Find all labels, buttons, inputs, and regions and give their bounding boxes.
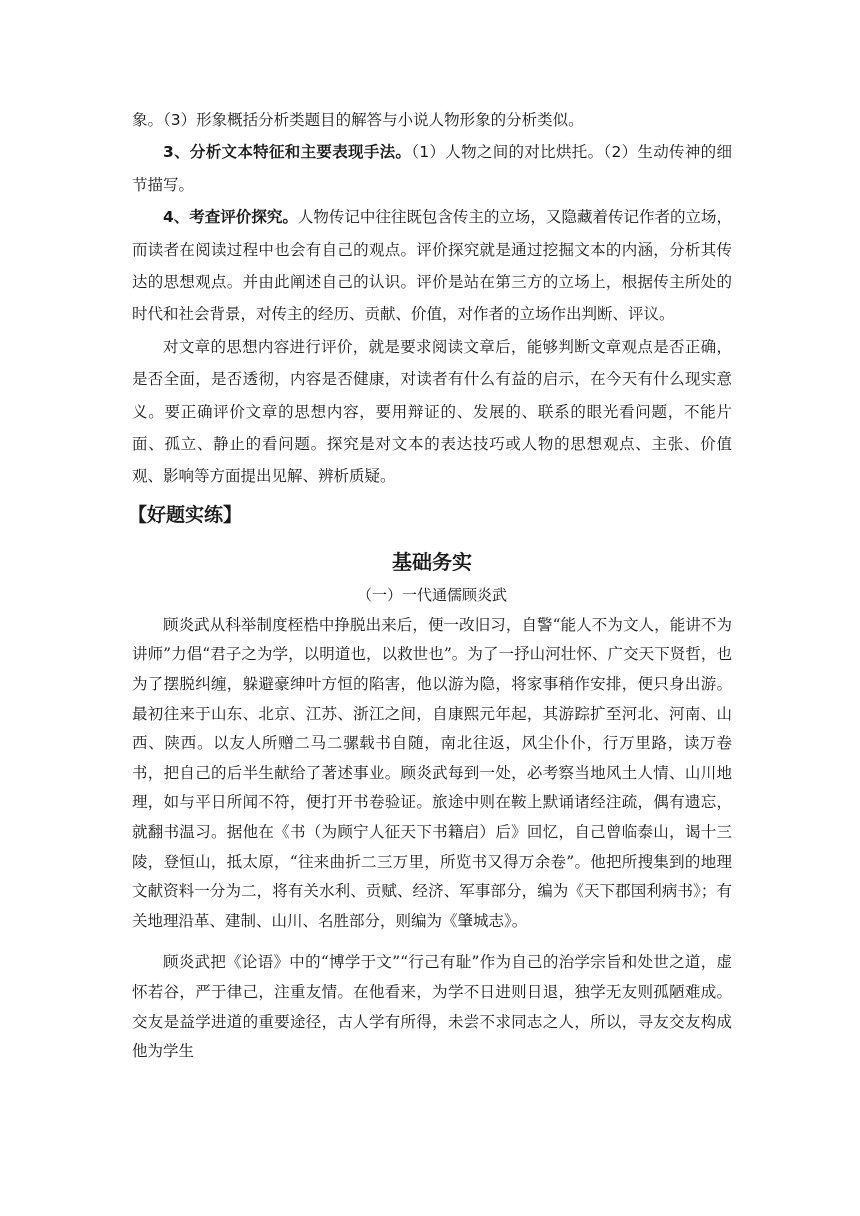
section-title: 【好题实练】 (128, 503, 243, 526)
point-3-body: （1）人物之间的对比烘托。（2）生动传神的细节描写。 (132, 143, 732, 194)
article-paragraph-1: 顾炎武从科举制度桎梏中挣脱出来后，便一改旧习，自警“能人不为文人，能讲不为讲师”力倡“君子之为学，以明道也，以救世也”。为了一抒山河壮怀、广交天下贤哲，也为了摆脱纠缠，躲避豪绅叶方恒的陷害，他以游为隐，将家事稍作安排，便只身出游。最初往来于山东、北京、江苏、浙江之间，自康熙元年起，其游踪扩至河北、河南、山西、陕西。以友人所赠二马二骡载书自随，南北往返，风尘仆仆，行万里路，读万卷书，把自己的后半生献给了著述事业。顾炎武每到一处，必考察当地风土人情、山川地理，如与平日所闻不符，便打开书卷验证。旅途中则在鞍上默诵诸经注疏，偶有遗忘，就翻书温习。据他在《书（为顾宁人征天下书籍启）后》回忆，自己曾临泰山，谒十三陵，登恒山，抵太原，“往来曲折二三万里，所览书又得万余卷”。他把所搜集到的地理文献资料一分为二，将有关水利、贡赋、经济、军事部分，编为《天下郡国利病书》；有关地理沿革、建制、山川、名胜部分，则编为《肇城志》。 (132, 615, 732, 930)
point-4-body: 人物传记中往往既包含传主的立场，又隐藏着传记作者的立场，而读者在阅读过程中也会有自己的观点。评价探究就是通过挖掘文本的内涵，分析其传达的思想观点。并由此阐述自己的认识。评价是站在第三方的立场上，根据传主所处的时代和社会背景，对传主的经历、贡献、价值，对作者的立场作出判断、评议。 (132, 208, 732, 324)
subtitle: 基础务实 (392, 549, 472, 574)
paragraph-text-features (132, 136, 732, 201)
article-title: （一）一代通儒顾炎武 (356, 585, 507, 604)
paragraph-evaluation (132, 201, 732, 331)
paragraph-content-evaluation: 对文章的思想内容进行评价，就是要求阅读文章后，能够判断文章观点是否正确，是否全面，是否透彻，内容是否健康，对读者有什么有益的启示，在今天有什么现实意义。要正确评价文章的思想内容，要用辩证的、发展的、联系的眼光看问题，不能片面、孤立、静止的看问题。探究是对文本的表达技巧或人物的思想观点、主张、价值观、影响等方面提出见解、辨析质疑。 (132, 337, 732, 486)
paragraph-image-analysis: 象。（3）形象概括分析类题目的解答与小说人物形象的分析类似。 (132, 111, 584, 129)
article-paragraph-2: 顾炎武把《论语》中的“博学于文”“行己有耻”作为自己的治学宗旨和处世之道，虚怀若谷，严于律己，注重友情。在他看来，为学不日进则日退，独学无友则孤陋难成。交友是益学进道的重要途径，古人学有所得，未尝不求同志之人，所以，寻友交友构成他为学生 (132, 953, 732, 1061)
point-3-heading: 3、分析文本特征和主要表现手法。 (163, 143, 412, 162)
page-content (128, 104, 732, 1067)
point-4-heading: 4、考查评价探究。 (163, 208, 298, 227)
